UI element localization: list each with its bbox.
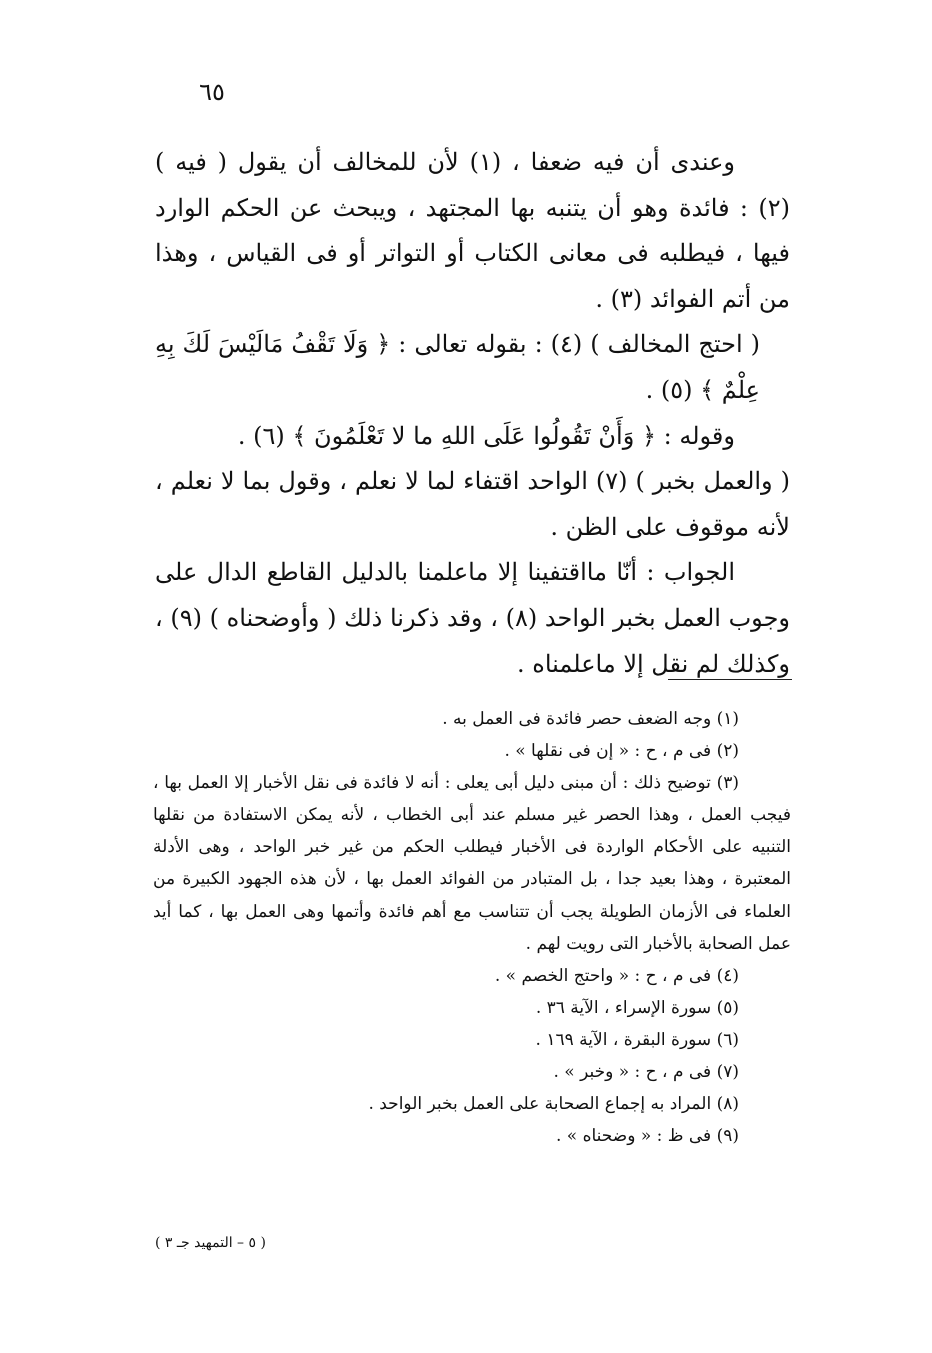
main-text <box>155 140 790 687</box>
footnote-9: (٩) فى ظ : « وضحناه » . <box>555 1126 739 1147</box>
paragraph-single-report: ( والعمل بخبر ) (٧) الواحد اقتفاء لما لا نعلم ، وقول بما لا نعلم ، لأنه موقوف على الظن . <box>155 467 790 541</box>
footnote-separator <box>668 679 792 680</box>
footnote-1: (١) وجه الضعف حصر فائدة فى العمل به . <box>442 709 739 729</box>
footnote-8: (٨) المراد به إجماع الصحابة على العمل بخبر الواحد . <box>368 1094 739 1115</box>
footnote-5: (٥) سورة الإسراء ، الآية ٣٦ . <box>535 997 739 1018</box>
paragraph-second-verse: وقوله : ﴿ وَأَنْ تَقُولُوا عَلَى اللهِ ما لا تَعْلَمُونَ ﴾ (٦) . <box>237 421 735 450</box>
page-number: ٦٥ <box>199 78 225 106</box>
footnote-2: (٢) فى م ، ح : « إن فى نقلها » . <box>504 741 739 762</box>
paragraph-opponent-argument: ( احتج المخالف ) (٤) : بقوله تعالى : ﴿ وَلَا تَقْفُ مَالَيْسَ لَكَ بِهِ عِلْمٌ ﴾ (٥) . <box>155 330 760 404</box>
footnotes <box>153 703 791 1152</box>
footnote-6: (٦) سورة البقرة ، الآية ١٦٩ . <box>535 1029 739 1050</box>
paragraph-answer: الجواب : أنّا مااقتفينا إلا ماعلمنا بالدليل القاطع الدال على وجوب العمل بخبر الواحد (٨) ، وقد ذكرنا ذلك ( وأوضحناه ) (٩) ، وكذلك لم نقل إلا ماعلمناه . <box>155 558 790 678</box>
paragraph-weakness: وعندى أن فيه ضعفا ، (١) لأن للمخالف أن يقول ( فيه ) (٢) : فائدة وهو أن يتنبه بها المجتهد ، ويبحث عن الحكم الوارد فيها ، فيطلبه فى معانى الكتاب أو التواتر أو فى القياس ، وهذا من أتم الفوائد (٣) . <box>155 148 790 313</box>
signature-mark: ( ٥ – التمهيد جـ ٣ ) <box>155 1235 266 1251</box>
footnote-4: (٤) فى م ، ح : « واحتج الخصم » . <box>494 965 739 986</box>
footnote-7: (٧) فى م ، ح : « وخبر » . <box>553 1062 739 1083</box>
footnote-3: (٣) توضيح ذلك : أن مبنى دليل أبى يعلى : أنه لا فائدة فى نقل الأخبار إلا العمل بها ، فيجب العمل ، وهذا الحصر غير مسلم عند أبى الخطاب ، لأنه يمكن الاستفادة من نقلها التنبيه على الأحكام الواردة فى الأخبار فيطلب الحكم من غير خبر الواحد ، وهى الأدلة المعتبرة ، وهذا بعيد جدا ، بل المتبادر من الفوائد العمل بها ، لأن هذه الجهود الكبيرة من العلماء فى الأزمان الطويلة يجب أن تتناسب مع أهم فائدة وأتمها وهى العمل بها ، كما أيد عمل الصحابة بالأخبار التى رويت لهم . <box>153 773 791 954</box>
